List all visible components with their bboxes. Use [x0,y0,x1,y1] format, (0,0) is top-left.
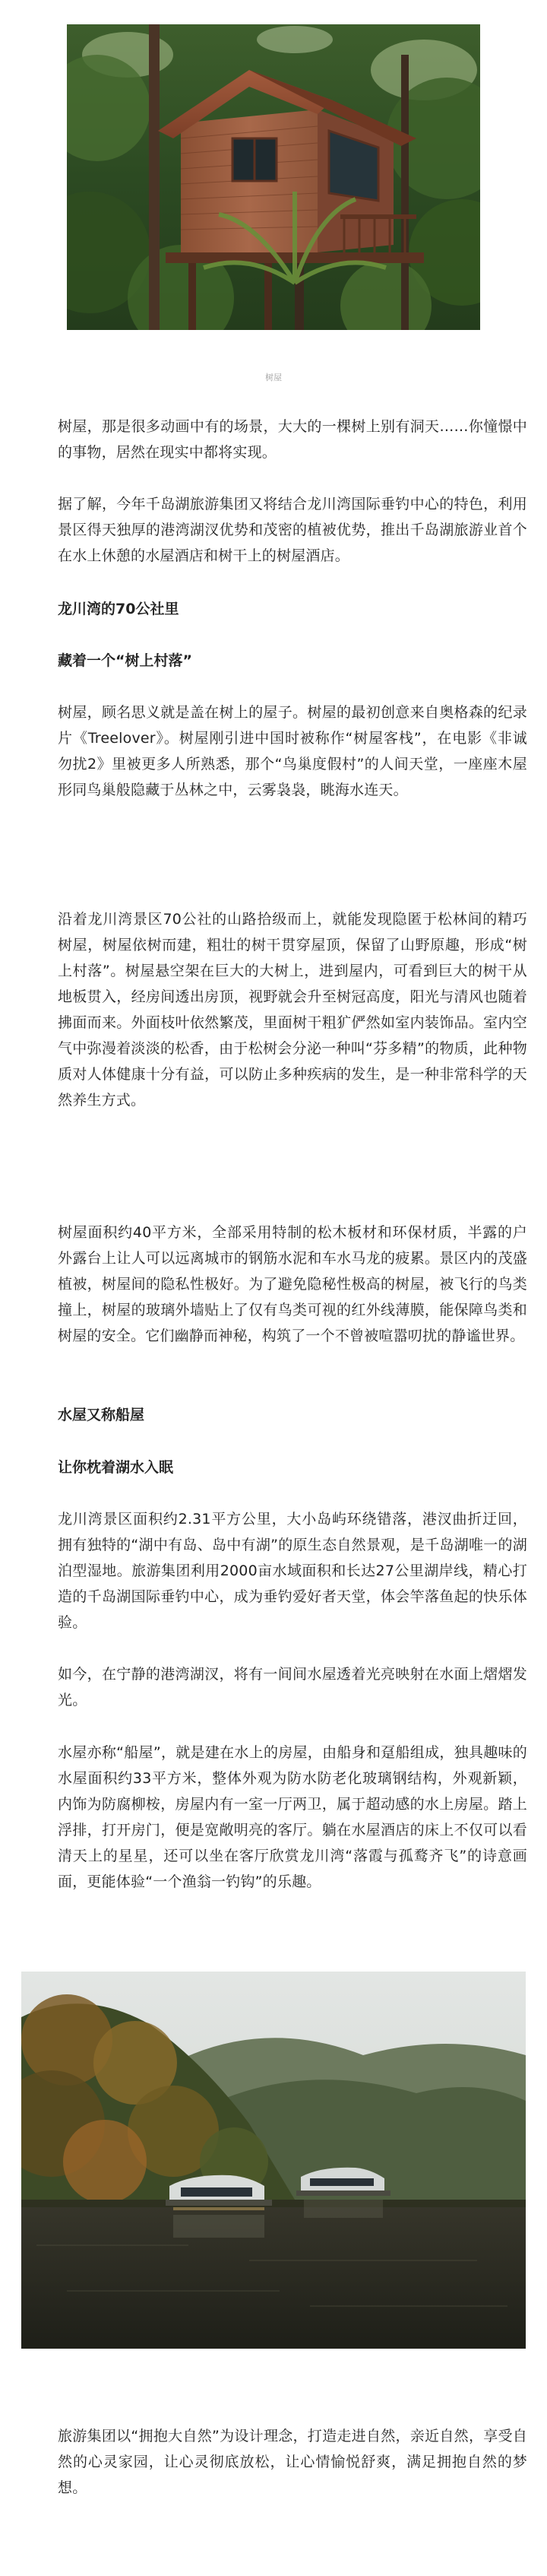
paragraph-treehouse-location: 沿着龙川湾景区70公社的山路拾级而上，就能发现隐匿于松林间的精巧树屋，树屋依树而建，粗壮的树干贯穿屋顶，保留了山野原趣，形成“树上村落”。树屋悬空架在巨大的大树上，进到屋内，可看到巨大的树干从地板贯入，经房间透出房顶，视野就会升至树冠高度，阳光与清风也随着拂面而来。外面枝叶依然繁茂，里面树干粗犷俨然如室内装饰品。室内空气中弥漫着淡淡的松香，由于松树会分泌一种叫“芬多精”的物质，此种物质对人体健康十分有益，可以防止多种疾病的发生，是一种非常科学的天然养生方式。 [58,911,527,1109]
waterhouse-photo [21,1972,526,2349]
paragraph-water-houses-intro: 如今，在宁静的港湾湖汊，将有一间间水屋透着光亮映射在水面上熠熠发光。 [58,1666,527,1708]
paragraph-treehouse-details: 树屋面积约40平方米，全部采用特制的松木板材和环保材质，半露的户外露台上让人可以远离城市的钢筋水泥和车水马龙的疲累。景区内的茂盛植被，树屋间的隐私性极好。为了避免隐秘性极高的树屋，被飞行的鸟类撞上，树屋的玻璃外墙贴上了仅有鸟类可视的红外线薄膜，能保障鸟类和树屋的安全。它们幽静而神秘，构筑了一个不曾被喧嚣叨扰的静谧世界。 [58,1224,527,1344]
section-subheading: 让你枕着湖水入眠 [58,1459,174,1476]
paragraph-water-houses-details: 水屋亦称“船屋”，就是建在水上的房屋，由船身和趸船组成，独具趣味的水屋面积约33平方米，整体外观为防水防老化玻璃钢结构，外观新颖，内饰为防腐柳桉，房屋内有一室一厅两卫，属于超动感的水上房屋。踏上浮排，打开房门，便是宽敞明亮的客厅。躺在水屋酒店的床上不仅可以看清天上的星星，还可以坐在客厅欣赏龙川湾“落霞与孤鹜齐飞”的诗意画面，更能体验“一个渔翁一钓钩”的乐趣。 [58,1744,527,1890]
section-subheading: 藏着一个“树上村落” [58,652,192,669]
paragraph-intro: 树屋，那是很多动画中有的场景，大大的一棵树上别有洞天……你憧憬中的事物，居然在现实中都将实现。 [58,418,527,461]
section-heading: 龙川湾的70公社里 [58,601,179,617]
waterhouse-illustration [21,1972,526,2349]
paragraph-treehouse-definition: 树屋，顾名思义就是盖在树上的屋子。树屋的最初创意来自奥格森的纪录片《Treelover》。树屋刚引进中国时被称作“树屋客栈”，在电影《非诚勿扰2》里被更多人所熟悉，那个“鸟巢度假村”的人间天堂，一座座木屋形同鸟巢般隐藏于丛林之中，云雾袅袅，眺海水连天。 [58,704,527,798]
treehouse-photo [67,24,480,330]
paragraph-conclusion: 旅游集团以“拥抱大自然”为设计理念，打造走进自然，亲近自然，享受自然的心灵家园，让心灵彻底放松，让心情愉悦舒爽，满足拥抱自然的梦想。 [58,2428,527,2496]
paragraph-background: 据了解，今年千岛湖旅游集团又将结合龙川湾国际垂钓中心的特色，利用景区得天独厚的港湾湖汊优势和茂密的植被优势，推出千岛湖旅游业首个在水上休憩的水屋酒店和树干上的树屋酒店。 [58,496,527,564]
figure-caption: 树屋 [265,373,282,382]
section-heading: 水屋又称船屋 [58,1407,145,1423]
paragraph-scenic-area: 龙川湾景区面积约2.31平方公里，大小岛屿环绕错落，港汊曲折迂回，拥有独特的“湖中有岛、岛中有湖”的原生态自然景观，是千岛湖唯一的湖泊型湿地。旅游集团利用2000亩水域面积和长达27公里湖岸线，精心打造的千岛湖国际垂钓中心，成为垂钓爱好者天堂，体会竿落鱼起的快乐体验。 [58,1511,527,1631]
treehouse-illustration [67,24,480,330]
